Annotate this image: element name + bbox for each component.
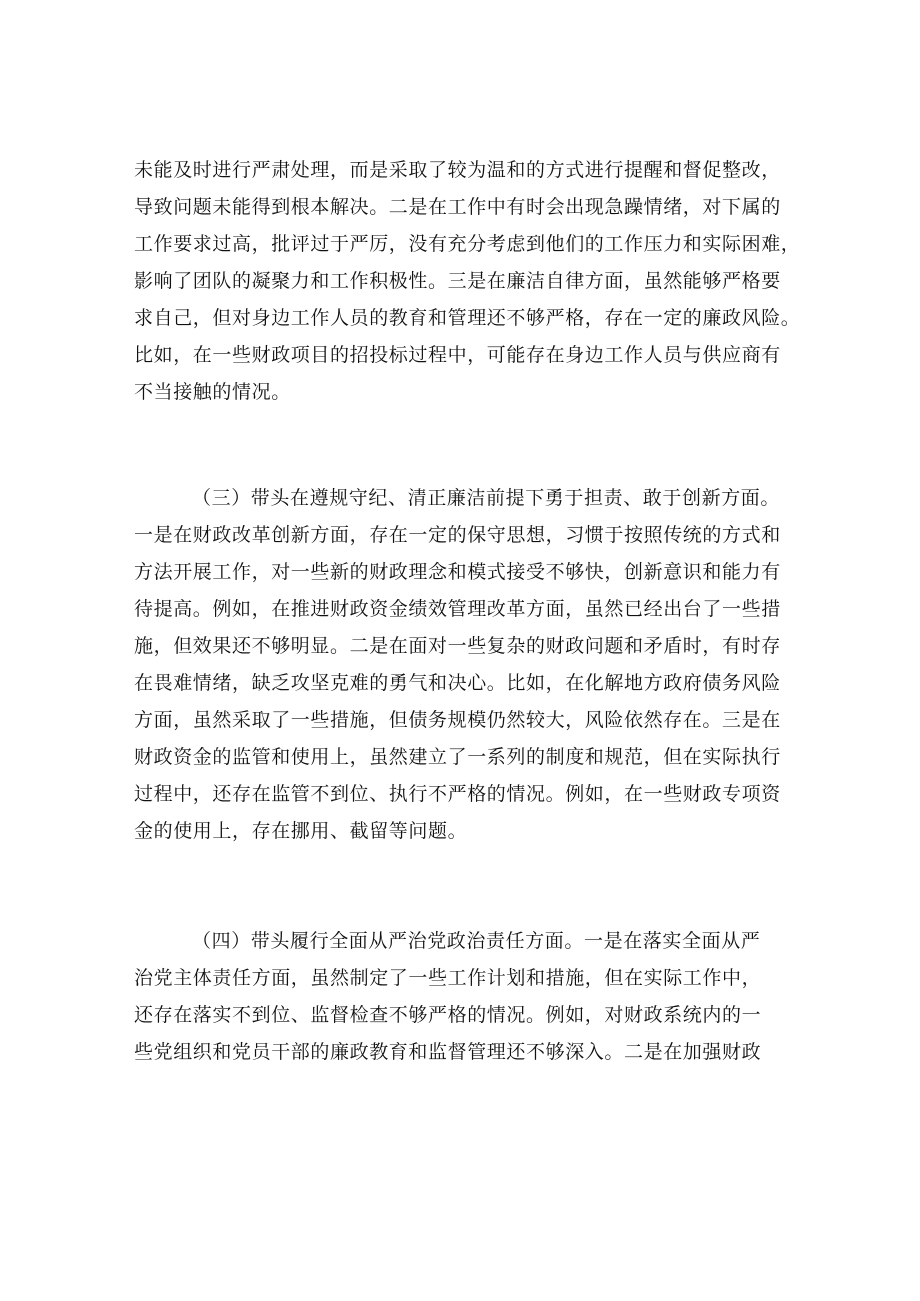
section-heading-line: （四）带头履行全面从严治党政治责任方面。一是在落实全面从严: [192, 930, 761, 952]
text-line: 求自己，但对身边工作人员的教育和管理还不够严格，存在一定的廉政风险。: [134, 307, 801, 329]
text-line: 工作要求过高，批评过于严厉，没有充分考虑到他们的工作压力和实际困难，: [134, 233, 801, 255]
text-line: 财政资金的监管和使用上，虽然建立了一系列的制度和规范，但在实际执行: [134, 746, 781, 768]
paragraph-continued: [134, 152, 801, 411]
text-line: 导致问题未能得到根本解决。二是在工作中有时会出现急躁情绪，对下属的: [134, 196, 781, 218]
text-line: 在畏难情绪，缺乏攻坚克难的勇气和决心。比如，在化解地方政府债务风险: [134, 672, 781, 694]
section-heading-line: （三）带头在遵规守纪、清正廉洁前提下勇于担责、敢于创新方面。: [192, 487, 781, 509]
text-line: 些党组织和党员干部的廉政教育和监督管理还不够深入。二是在加强财政: [134, 1041, 762, 1063]
text-line: 方面，虽然采取了一些措施，但债务规模仍然较大，风险依然存在。三是在: [134, 709, 781, 731]
text-line: 未能及时进行严肃处理，而是采取了较为温和的方式进行提醒和督促整改，: [134, 159, 781, 181]
text-line: 不当接触的情况。: [134, 381, 291, 403]
text-line: 待提高。例如，在推进财政资金绩效管理改革方面，虽然已经出台了一些措: [134, 598, 781, 620]
text-line: 金的使用上，存在挪用、截留等问题。: [134, 820, 468, 842]
text-line: 一是在财政改革创新方面，存在一定的保守思想，习惯于按照传统的方式和: [134, 524, 781, 546]
text-line: 过程中，还存在监管不到位、执行不严格的情况。例如，在一些财政专项资: [134, 783, 781, 805]
text-line: 影响了团队的凝聚力和工作积极性。三是在廉洁自律方面，虽然能够严格要: [134, 270, 781, 292]
section-three-paragraph: [134, 480, 794, 850]
section-four-paragraph: [134, 923, 794, 1071]
text-line: 比如，在一些财政项目的招投标过程中，可能存在身边工作人员与供应商有: [134, 344, 781, 366]
text-line: 施，但效果还不够明显。二是在面对一些复杂的财政问题和矛盾时，有时存: [134, 635, 781, 657]
text-line: 治党主体责任方面，虽然制定了一些工作计划和措施，但在实际工作中，: [134, 967, 762, 989]
text-line: 还存在落实不到位、监督检查不够严格的情况。例如，对财政系统内的一: [134, 1004, 762, 1026]
text-line: 方法开展工作，对一些新的财政理念和模式接受不够快，创新意识和能力有: [134, 561, 781, 583]
